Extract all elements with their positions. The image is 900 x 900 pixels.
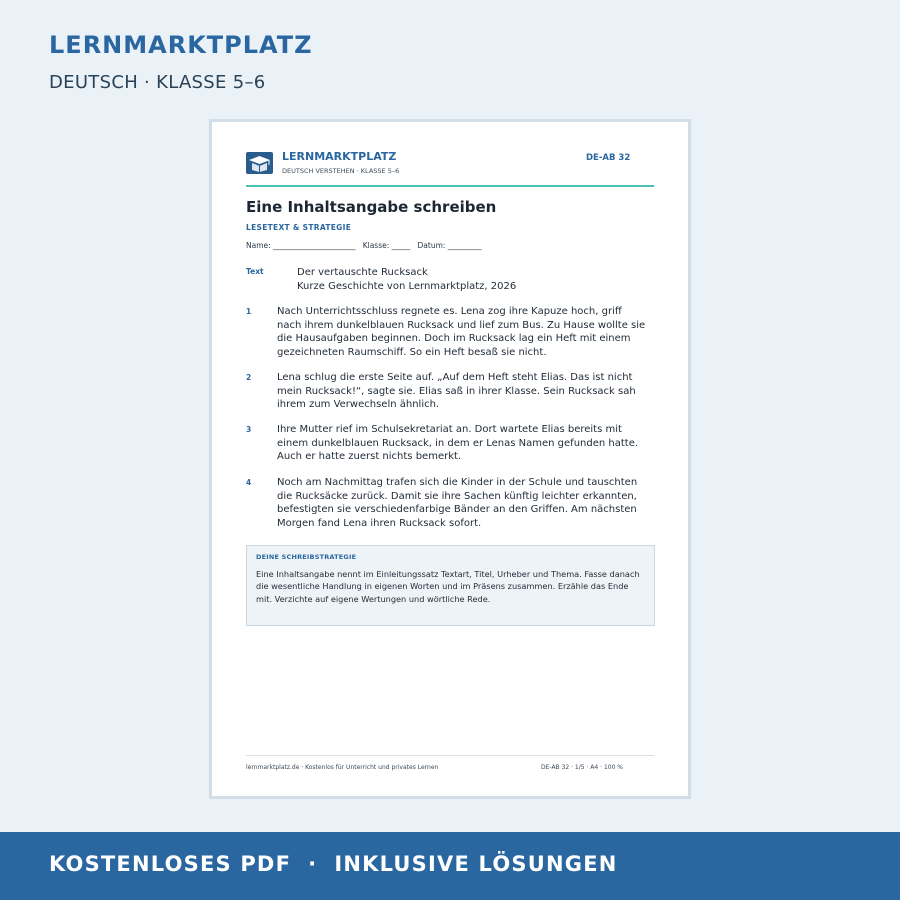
paragraph-text: Nach Unterrichtsschluss regnete es. Lena zog ihre Kapuze hoch, griff nach ihrem dunkelblauen Rucksack und lief zum Bus. Zu Hause wollte sie die Hausaufgaben beginnen. Doch im Rucksack lag ein Heft mit einem gezeichneten Raumschiff. So ein Heft besaß sie nicht. (277, 306, 646, 359)
section-label: LESETEXT & STRATEGIE (246, 223, 352, 232)
brand-title: LERNMARKTPLATZ (49, 31, 313, 59)
name-class-date-fields: Name: ______________________ Klasse: _____ Datum: _________ (246, 241, 482, 250)
paragraph-text: Ihre Mutter rief im Schulsekretariat an. Dort wartete Elias bereits mit einem dunkelblauen Rucksack, in dem er Lenas Namen gefunden hatte. Auch er hatte zuerst nichts bemerkt. (277, 424, 639, 463)
paragraph-number: 4 (246, 478, 252, 487)
paragraph-number: 3 (246, 425, 252, 434)
brand-subtitle: DEUTSCH · KLASSE 5–6 (49, 72, 266, 93)
footer-left: lernmarktplatz.de · Kostenlos für Unterricht und privates Lernen (246, 764, 439, 771)
header-subject: DEUTSCH VERSTEHEN · KLASSE 5–6 (282, 167, 400, 175)
footer-right: DE-AB 32 · 1/5 · A4 · 100 % (541, 764, 624, 771)
paragraph-text: Noch am Nachmittag trafen sich die Kinder in der Schule und tauschten die Rucksäcke zurück. Damit sie ihre Sachen künftig leichter erkannten, befestigten sie verschiedenfarbige Bänder an den Griffen. Am nächsten Morgen fand Lena ihren Rucksack sofort. (277, 477, 638, 530)
graduation-cap-book-icon (246, 152, 273, 174)
banner-text: KOSTENLOSES PDF · INKLUSIVE LÖSUNGEN (49, 852, 618, 876)
story-title: Der vertauschte Rucksack (297, 267, 428, 278)
footer-divider (246, 755, 654, 756)
paragraph-text: Lena schlug die erste Seite auf. „Auf dem Heft steht Elias. Das ist nicht mein Rucksack!“, sagte sie. Elias saß in ihrer Klasse. Sein Rucksack sah ihrem zum Verwechseln ähnlich. (277, 372, 636, 411)
worksheet-preview (209, 119, 691, 799)
strategy-title: DEINE SCHREIBSTRATEGIE (256, 553, 357, 561)
text-label: Text (246, 267, 264, 276)
paragraph-number: 2 (246, 373, 252, 382)
worksheet-title: Eine Inhaltsangabe schreiben (246, 198, 497, 216)
story-source: Kurze Geschichte von Lernmarktplatz, 2026 (297, 281, 517, 292)
strategy-box (246, 545, 655, 626)
bottom-banner (0, 832, 900, 900)
header-divider (246, 185, 654, 187)
paragraph-number: 1 (246, 307, 252, 316)
header-brand-name: LERNMARKTPLATZ (282, 150, 397, 163)
worksheet-code: DE-AB 32 (586, 153, 631, 163)
strategy-text: Eine Inhaltsangabe nennt im Einleitungssatz Textart, Titel, Urheber und Thema. Fasse danach die wesentliche Handlung in eigenen Worten und im Präsens zusammen. Erzähle das Ende mit. Verzichte auf eigene Wertungen und wörtliche Rede. (256, 569, 640, 604)
